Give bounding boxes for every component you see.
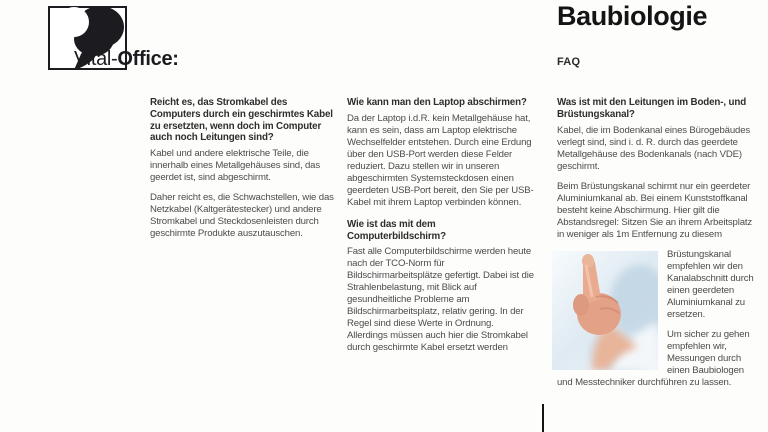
logo-text-vital: Vital- xyxy=(74,48,118,70)
photo-text-wrap xyxy=(557,249,755,389)
logo-text-office: Office: xyxy=(117,48,179,70)
question-2-heading: Wie kann man den Laptop abschirmen? xyxy=(347,97,527,108)
page-subtitle: FAQ xyxy=(557,56,581,69)
page-title: Baubiologie xyxy=(557,1,708,31)
answer-1-paragraph-1: Kabel und andere elektrische Teile, die innerhalb eines Metallgehäuses sind, das geerdet ist, sind abgeschirmt. xyxy=(150,148,320,184)
question-4-heading: Was ist mit den Leitungen im Boden-, und Brüstungskanal? xyxy=(557,97,747,120)
faq-column-1 xyxy=(150,97,336,248)
faq-column-3 xyxy=(557,97,755,397)
answer-4-paragraph-1: Kabel, die im Bodenkanal eines Bürogebäudes verlegt sind, sind i. d. R. durch das geerdete Metallgehäuse des Bodenkanals (nach VDE) geschirmt. xyxy=(557,124,751,172)
page-fold-mark xyxy=(542,404,544,432)
answer-4-paragraph-2a: Beim Brüstungskanal schirmt nur ein geerdeter Aluminiumkanal ab. Bei einem Kunststoffkanal besteht keine Abschirmung. Hier gilt die Abstandsregel: Sitzen Sie an ihrem Arbeitsplatz in weniger als 1m Entfernung zu diesem xyxy=(557,180,753,240)
answer-2-paragraph: Da der Laptop i.d.R. kein Metallgehäuse hat, kann es sein, dass am Laptop elektrische Wechselfelder entstehen. Durch eine Erdung über den USB-Port werden diese Felder reduziert. Dazu stellen wir in unseren abgeschirmten Systemsteckdosen einen geerdeten USB-Port bereit, den Sie per USB-Kabel mit ihrem Laptop verbinden können. xyxy=(347,112,534,208)
answer-3-paragraph: Fast alle Computerbildschirme werden heute nach der TCO-Norm für Bildschirmarbeitsplätze gefertigt. Dabei ist die Strahlenbelastung, mit Blick auf gesundheitliche Probleme am Bildschirmarbeitsplatz, relativ gering. In der Regel sind diese Werte in Ordnung. Allerdings müssen auch hier die Stromkabel durch geschirmte Kabel ersetzt werden xyxy=(347,246,534,354)
right-page-header xyxy=(557,2,757,68)
answer-4-paragraph-3: Um sicher zu gehen empfehlen wir, Messungen durch einen Baubiologen und Messtechniker durchführen zu lassen. xyxy=(557,328,750,388)
question-1-heading: Reicht es, das Stromkabel des Computers durch ein geschirmtes Kabel zu ersetzten, wenn doch im Computer auch noch Leitungen sind? xyxy=(150,97,333,144)
vital-office-logo xyxy=(48,6,218,72)
answer-4-paragraph-2b: Brüstungskanal empfehlen wir den Kanalabschnitt durch einen geerdeten Aluminiumkanal zu ersetzen. xyxy=(667,248,754,320)
logo-wordmark xyxy=(74,48,179,71)
pointing-hand-photo xyxy=(552,251,658,370)
pointing-hand-illustration xyxy=(552,251,658,370)
answer-1-paragraph-2: Daher reicht es, die Schwachstellen, wie das Netzkabel (Kaltgerätestecker) und andere Stromkabel und Steckdosenleisten durch geschirmte Produkte auszutauschen. xyxy=(150,192,334,240)
question-3-heading: Wie ist das mit dem Computerbildschirm? xyxy=(347,218,446,242)
faq-column-2 xyxy=(347,97,534,362)
